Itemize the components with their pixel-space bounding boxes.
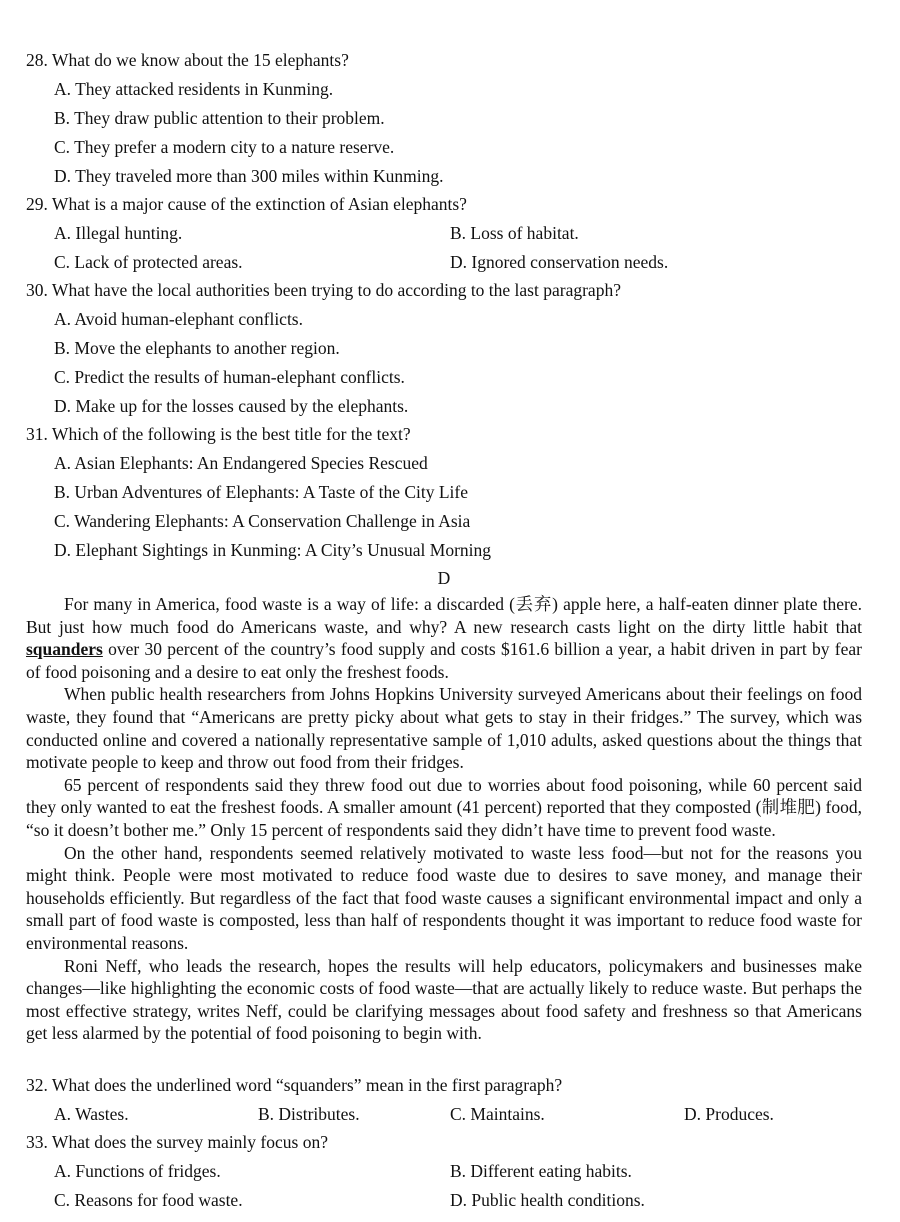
reading-passage — [26, 593, 862, 1045]
question-29-option-c: C. Lack of protected areas. — [54, 252, 243, 272]
question-32-option-a: A. Wastes. — [54, 1104, 129, 1124]
passage-paragraph-3: 65 percent of respondents said they threw food out due to worries about food poisoning, while 60 percent said they only wanted to eat the freshest foods. A smaller amount (41 percent) reported that they composted (制堆肥) food, “so it doesn’t bother me.” Only 15 percent of respondents said they didn’t have time to prevent food waste. — [26, 774, 862, 840]
question-33-option-d: D. Public health conditions. — [450, 1190, 645, 1210]
question-30-option-a: A. Avoid human-elephant conflicts. — [54, 309, 303, 329]
question-31-stem: 31. Which of the following is the best title for the text? — [26, 424, 411, 444]
question-28-option-d: D. They traveled more than 300 miles within Kunming. — [54, 166, 444, 186]
question-32-option-d: D. Produces. — [684, 1104, 774, 1124]
question-31-option-c: C. Wandering Elephants: A Conservation Challenge in Asia — [54, 511, 471, 531]
question-31-option-d: D. Elephant Sightings in Kunming: A City’s Unusual Morning — [54, 540, 492, 560]
question-33-stem: 33. What does the survey mainly focus on? — [26, 1132, 328, 1152]
question-33-option-a: A. Functions of fridges. — [54, 1161, 221, 1181]
question-28-option-a: A. They attacked residents in Kunming. — [54, 79, 334, 99]
question-28-option-b: B. They draw public attention to their problem. — [54, 108, 385, 128]
question-32-stem: 32. What does the underlined word “squanders” mean in the first paragraph? — [26, 1075, 563, 1095]
section-label: D — [437, 568, 451, 588]
question-29-option-a: A. Illegal hunting. — [54, 223, 183, 243]
question-29-option-d: D. Ignored conservation needs. — [450, 252, 669, 272]
question-30-option-d: D. Make up for the losses caused by the elephants. — [54, 396, 409, 416]
question-29-stem: 29. What is a major cause of the extinction of Asian elephants? — [26, 194, 467, 214]
passage-paragraph-1-end: over 30 percent of the country’s food supply and costs $161.6 billion a year, a habit driven in part by fear of food poisoning and a desire to eat only the freshest foods. — [26, 639, 862, 682]
passage-paragraph-5: Roni Neff, who leads the research, hopes the results will help educators, policymakers and businesses make changes—like highlighting the economic costs of food waste—that are actually likely to reduce waste. But perhaps the most effective strategy, writes Neff, could be clarifying messages about food safety and freshness so that Americans get less alarmed by the potential of food poisoning to begin with. — [26, 955, 862, 1044]
question-30-option-c: C. Predict the results of human-elephant conflicts. — [54, 367, 405, 387]
question-29-option-b: B. Loss of habitat. — [450, 223, 579, 243]
passage-paragraph-1-start: For many in America, food waste is a way of life: a discarded (丢弃) apple here, a half-eaten dinner plate there. But just how much food do Americans waste, and why? A new research casts light on the dirty little habit that — [26, 594, 862, 637]
question-31-option-b: B. Urban Adventures of Elephants: A Taste of the City Life — [54, 482, 469, 502]
question-32-option-c: C. Maintains. — [450, 1104, 545, 1124]
passage-paragraph-2: When public health researchers from Johns Hopkins University surveyed Americans about their feelings on food waste, they found that “Americans are pretty picky about what gets to stay in their fridges.” The survey, which was conducted online and covered a nationally representative sample of 1,010 adults, asked questions about the things that motivate people to keep and throw out food from their fridges. — [26, 684, 862, 773]
question-32-option-b: B. Distributes. — [258, 1104, 360, 1124]
passage-paragraph-4: On the other hand, respondents seemed relatively motivated to waste less food—but not for the reasons you might think. People were most motivated to reduce food waste due to desires to save money, and manage their households efficiently. But regardless of the fact that food waste causes a significant environmental impact and only a small part of food waste is composted, less than half of respondents thought it was important to reduce food waste for environmental reasons. — [26, 842, 862, 953]
question-28-stem: 28. What do we know about the 15 elephants? — [26, 50, 349, 70]
question-30-stem: 30. What have the local authorities been trying to do according to the last paragraph? — [26, 280, 621, 300]
question-30-option-b: B. Move the elephants to another region. — [54, 338, 340, 358]
passage-paragraph-1 — [26, 593, 862, 683]
question-31-option-a: A. Asian Elephants: An Endangered Species Rescued — [54, 453, 428, 473]
question-28-option-c: C. They prefer a modern city to a nature reserve. — [54, 137, 395, 157]
question-33-option-b: B. Different eating habits. — [450, 1161, 632, 1181]
question-33-option-c: C. Reasons for food waste. — [54, 1190, 243, 1210]
underlined-word: squanders — [26, 639, 103, 660]
